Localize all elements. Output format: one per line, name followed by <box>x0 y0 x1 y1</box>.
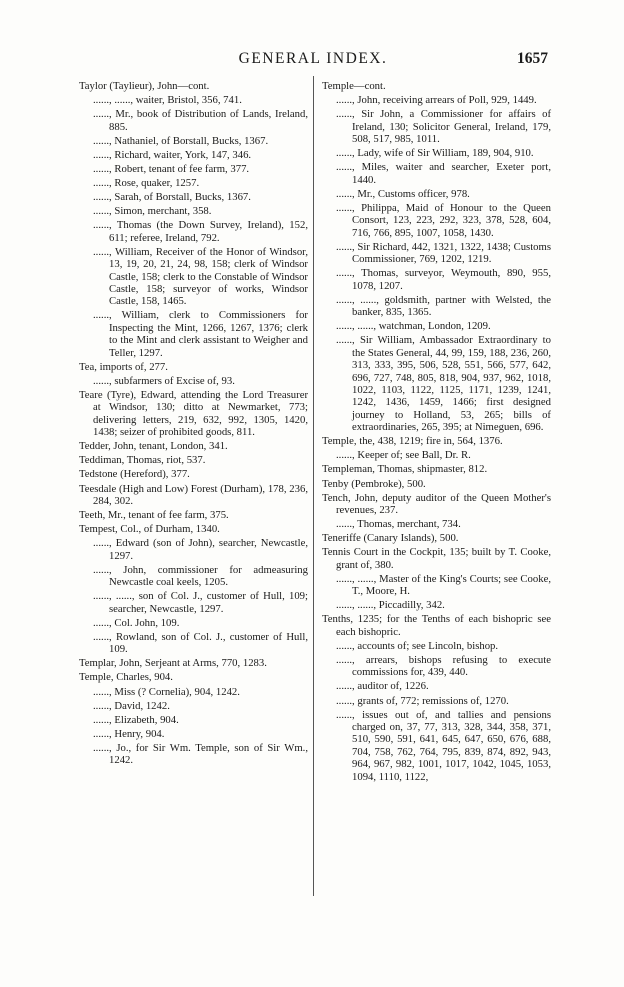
index-column-right <box>322 80 551 785</box>
index-entry: ......, Richard, waiter, York, 147, 346. <box>93 148 252 161</box>
index-entry: ......, subfarmers of Excise of, 93. <box>93 374 235 387</box>
index-entry: ......, David, 1242. <box>93 699 170 712</box>
index-entry: ......, William, clerk to Commissioners for Inspecting the Mint, 1266, 1267, 1376; clerk to the Mint and clerk assistant to Weigher and Teller, 1297. <box>93 309 308 359</box>
index-entry: ......, Sir Richard, 442, 1321, 1322, 1438; Customs Commissioner, 769, 1202, 1219. <box>336 240 551 266</box>
index-entry: ......, William, Receiver of the Honor of Windsor, 13, 19, 20, 21, 24, 98, 158; clerk of Windsor Castle, 158; clerk to the Constable of Windsor Castle, 158; surveyor of works, Windsor Castle, 158, 1465. <box>93 245 308 308</box>
index-entry: ......, Jo., for Sir Wm. Temple, son of Sir Wm., 1242. <box>93 741 308 767</box>
index-entry: Teeth, Mr., tenant of fee farm, 375. <box>79 509 229 522</box>
index-entry: ......, Mr., Customs officer, 978. <box>336 187 470 200</box>
index-entry: ......, issues out of, and tallies and pensions charged on, 37, 77, 313, 328, 344, 358, 371, 510, 590, 591, 641, 645, 647, 650, 676, 688, 704, 758, 762, 764, 795, 839, 874, 892, 943, 964, 967, 982, 1001, 1017, 1042, 1045, 1053, 1094, 1110, 1122, <box>336 708 551 783</box>
index-entry: Tenby (Pembroke), 500. <box>322 477 426 490</box>
page-title: GENERAL INDEX. <box>238 50 388 67</box>
index-entry: Tennis Court in the Cockpit, 135; built by T. Cooke, grant of, 380. <box>322 546 551 571</box>
index-entry: ......, accounts of; see Lincoln, bishop. <box>336 639 499 652</box>
page-number: 1657 <box>517 50 548 67</box>
index-column-left <box>79 80 308 768</box>
index-entry: ......, Miles, waiter and searcher, Exeter port, 1440. <box>336 161 551 186</box>
index-entry: Taylor (Taylieur), John—cont. <box>79 80 210 92</box>
index-entry: ......, Thomas, surveyor, Weymouth, 890, 955, 1078, 1207. <box>336 267 551 292</box>
index-entry: ......, arrears, bishops refusing to execute commissions for, 439, 440. <box>336 653 551 679</box>
page-header <box>78 38 548 68</box>
index-entry: Temple, Charles, 904. <box>79 671 173 684</box>
index-entry: ......, Thomas, merchant, 734. <box>336 518 461 531</box>
index-entry: ......, Simon, merchant, 358. <box>93 205 212 218</box>
index-entry: ......, Lady, wife of Sir William, 189, 904, 910. <box>336 147 534 160</box>
index-entry: ......, Henry, 904. <box>93 727 165 740</box>
index-entry: Tempest, Col., of Durham, 1340. <box>79 523 220 536</box>
index-entry: ......, Col. John, 109. <box>93 616 180 629</box>
index-entry: ......, ......, waiter, Bristol, 356, 741. <box>93 94 242 107</box>
index-entry: Tedstone (Hereford), 377. <box>79 468 190 481</box>
index-entry: Teare (Tyre), Edward, attending the Lord Treasurer at Windsor, 130; ditto at Newmarket, 773; delivering letters, 219, 632, 992, 1305, 1420, 1438; seizer of prohibited goods, 811. <box>79 388 308 439</box>
index-entry: Templar, John, Serjeant at Arms, 770, 1283. <box>79 657 267 670</box>
index-entry: Tedder, John, tenant, London, 341. <box>79 440 228 453</box>
index-entry: ......, Philippa, Maid of Honour to the Queen Consort, 123, 223, 292, 323, 378, 528, 604, 716, 766, 895, 1007, 1058, 1430. <box>336 201 551 239</box>
index-entry: ......, Elizabeth, 904. <box>93 713 179 726</box>
index-entry: ......, Keeper of; see Ball, Dr. R. <box>336 449 471 462</box>
index-entry: ......, Nathaniel, of Borstall, Bucks, 1367. <box>93 134 269 147</box>
index-entry: Teneriffe (Canary Islands), 500. <box>322 532 459 545</box>
index-entry: ......, Edward (son of John), searcher, Newcastle, 1297. <box>93 537 308 562</box>
index-entry: ......, Sir John, a Commissioner for affairs of Ireland, 130; Solicitor General, Ireland, 179, 508, 517, 985, 1011. <box>336 108 551 145</box>
index-entry: ......, ......, son of Col. J., customer of Hull, 109; searcher, Newcastle, 1297. <box>93 590 308 615</box>
index-entry: ......, Rose, quaker, 1257. <box>93 176 200 189</box>
index-entry: ......, ......, watchman, London, 1209. <box>336 320 491 333</box>
index-entry: ......, Mr., book of Distribution of Lands, Ireland, 885. <box>93 108 308 133</box>
index-entry: ......, John, receiving arrears of Poll, 929, 1449. <box>336 94 537 107</box>
column-divider <box>313 76 314 896</box>
index-entry: Temple—cont. <box>322 80 386 92</box>
index-entry: ......, auditor of, 1226. <box>336 680 429 693</box>
index-entry: ......, Miss (? Cornelia), 904, 1242. <box>93 685 240 698</box>
index-entry: ......, ......, goldsmith, partner with Welsted, the banker, 835, 1365. <box>336 293 551 319</box>
index-entry: ......, Sir William, Ambassador Extraordinary to the States General, 44, 99, 159, 188, 236, 260, 313, 333, 395, 506, 528, 551, 566, 577, 642, 696, 727, 748, 805, 818, 904, 937, 962, 1018, 1022, 1103, 1122, 1125, 1171, 1239, 1241, 1242, 1436, 1459, 1466; first designed journey to Holland, 53, 265; bills of extraordinaries, 265, 395; at Nimeguen, 696. <box>336 334 551 434</box>
index-entry: ......, ......, Master of the King's Courts; see Cooke, T., Moore, H. <box>336 572 551 598</box>
index-entry: Templeman, Thomas, shipmaster, 812. <box>322 463 488 476</box>
index-entry: Tenths, 1235; for the Tenths of each bishopric see each bishopric. <box>322 613 551 638</box>
index-entry: Teesdale (High and Low) Forest (Durham), 178, 236, 284, 302. <box>79 482 308 507</box>
index-entry: ......, grants of, 772; remissions of, 1270. <box>336 694 509 707</box>
index-entry: ......, John, commissioner for admeasuring Newcastle coal keels, 1205. <box>93 563 308 589</box>
index-entry: Teddiman, Thomas, riot, 537. <box>79 454 206 467</box>
index-entry: ......, Sarah, of Borstall, Bucks, 1367. <box>93 191 251 204</box>
index-entry: Tea, imports of, 277. <box>79 360 168 373</box>
index-entry: Tench, John, deputy auditor of the Queen Mother's revenues, 237. <box>322 491 551 516</box>
index-entry: ......, Robert, tenant of fee farm, 377. <box>93 162 250 175</box>
index-entry: Temple, the, 438, 1219; fire in, 564, 1376. <box>322 435 503 448</box>
index-entry: ......, Rowland, son of Col. J., customer of Hull, 109. <box>93 630 308 656</box>
index-entry: ......, Thomas (the Down Survey, Ireland), 152, 611; referee, Ireland, 792. <box>93 219 308 244</box>
index-entry: ......, ......, Piccadilly, 342. <box>336 599 445 612</box>
